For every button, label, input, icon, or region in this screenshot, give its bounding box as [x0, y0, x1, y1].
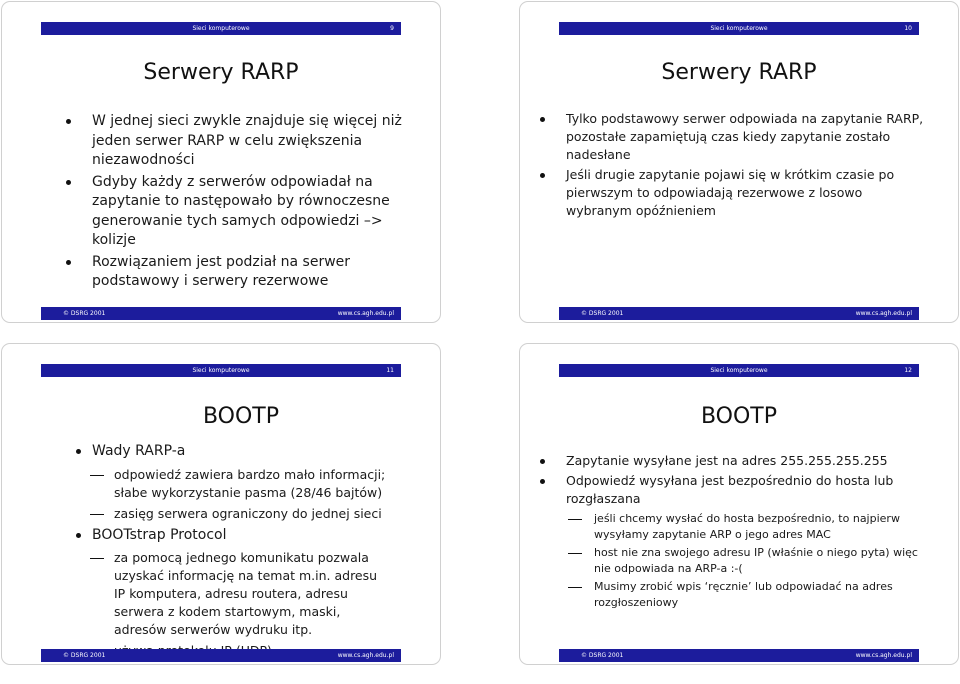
header-text: Sieci komputerowe [192, 367, 250, 374]
slide-footer [559, 649, 919, 662]
page-number: 11 [386, 367, 394, 374]
sub-bullet: jeśli chcemy wysłać do hosta bezpośrednio, to najpierw wysyłamy zapytanie ARP o jego adres MAC [566, 511, 920, 543]
slide-header [41, 364, 401, 377]
bullet [72, 526, 390, 661]
bullet: Rozwiązaniem jest podział na serwer podstawowy i serwery rezerwowe [62, 253, 402, 292]
footer-url: www.cs.agh.edu.pl [855, 310, 912, 317]
sub-bullet: za pomocą jednego komunikatu pozwala uzyskać informację na temat m.in. adresu IP komputera, adresu routera, adresu serwera z kodem startowym, maski, adresów serwerów wydruku itp. [90, 549, 390, 639]
bullet-text: Wady RARP-a [92, 443, 186, 459]
slide-body [62, 112, 402, 294]
slide-body [536, 110, 924, 222]
slide-title: Serwery RARP [143, 60, 299, 85]
slide-header [559, 22, 919, 35]
header-text: Sieci komputerowe [710, 25, 768, 32]
slide-title: BOOTP [202, 404, 280, 429]
slide-footer [41, 649, 401, 662]
slide-header [559, 364, 919, 377]
bullet: Tylko podstawowy serwer odpowiada na zapytanie RARP, pozostałe zapamiętują czas kiedy zapytanie zostało nadesłane [536, 110, 924, 164]
page-number: 9 [390, 25, 394, 32]
page-number: 10 [904, 25, 912, 32]
footer-copyright: © DSRG 2001 [581, 652, 624, 659]
bullet: Gdyby każdy z serwerów odpowiadał na zapytanie to następowało by równoczesne generowanie tych samych odpowiedzi –> kolizje [62, 173, 402, 251]
slide-10 [519, 1, 959, 323]
sub-bullet: zasięg serwera ograniczony do jednej sieci [90, 505, 390, 523]
slide-title: Serwery RARP [661, 60, 817, 85]
bullet: W jednej sieci zwykle znajduje się więcej niż jeden serwer RARP w celu zwiększenia niezawodności [62, 112, 402, 171]
page-number: 12 [904, 367, 912, 374]
slide-footer [559, 307, 919, 320]
bullet [536, 472, 920, 611]
slide-title: BOOTP [700, 404, 778, 429]
footer-copyright: © DSRG 2001 [63, 652, 106, 659]
bullet-text: Zapytanie wysyłane jest na adres 255.255.255.255 [566, 453, 888, 468]
slide-body [72, 442, 390, 663]
bullet-text: Odpowiedź wysyłana jest bezpośrednio do hosta lub rozgłaszana [566, 473, 894, 506]
footer-url: www.cs.agh.edu.pl [855, 652, 912, 659]
slide-header [41, 22, 401, 35]
bullet-text: BOOTstrap Protocol [92, 526, 227, 543]
slide-11 [1, 343, 441, 665]
sub-bullet: host nie zna swojego adresu IP (właśnie o niego pyta) więc nie odpowiada na ARP-a :-( [566, 545, 920, 577]
bullet: Jeśli drugie zapytanie pojawi się w krótkim czasie po pierwszym to odpowiadają rezerwowe z losowo wybranym opóźnieniem [536, 166, 924, 220]
sub-bullet: Musimy zrobić wpis ‘ręcznie’ lub odpowiadać na adres rozgłoszeniowy [566, 579, 920, 611]
slide-9 [1, 1, 441, 323]
slide-12 [519, 343, 959, 665]
bullet [536, 452, 920, 470]
slide-footer [41, 307, 401, 320]
footer-copyright: © DSRG 2001 [63, 310, 106, 317]
footer-copyright: © DSRG 2001 [581, 310, 624, 317]
header-text: Sieci komputerowe [710, 367, 768, 374]
header-text: Sieci komputerowe [192, 25, 250, 32]
footer-url: www.cs.agh.edu.pl [337, 310, 394, 317]
footer-url: www.cs.agh.edu.pl [337, 652, 394, 659]
sub-bullet: odpowiedź zawiera bardzo mało informacji; słabe wykorzystanie pasma (28/46 bajtów) [90, 466, 390, 502]
slide-body [536, 452, 920, 613]
bullet [72, 442, 390, 523]
